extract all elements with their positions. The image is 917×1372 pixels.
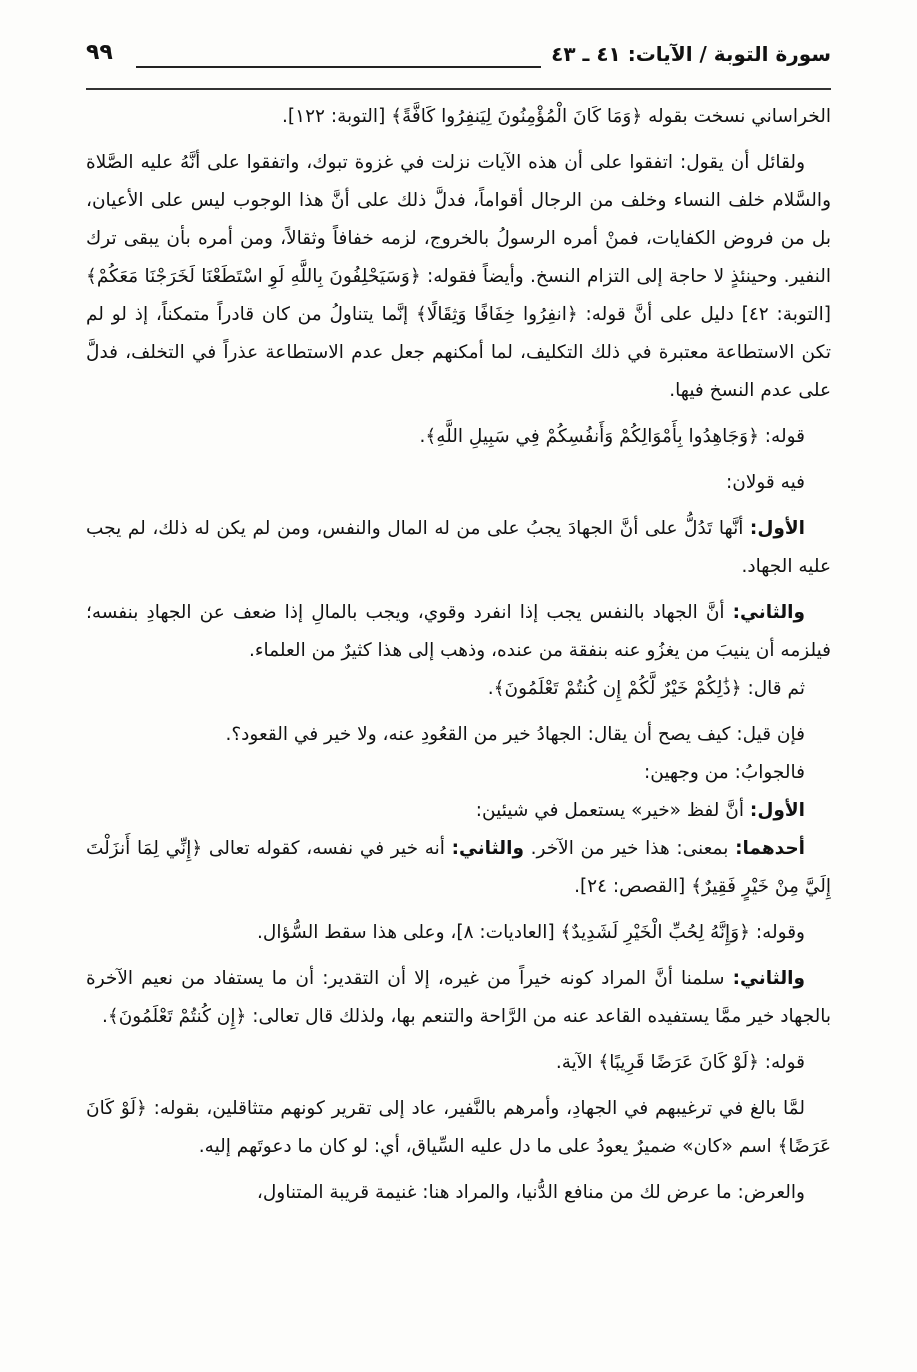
text-segment: . bbox=[101, 1006, 108, 1027]
text-segment: وقوله: bbox=[749, 922, 805, 943]
text-segment: أنه خير في نفسه، كقوله تعالى bbox=[202, 838, 452, 859]
paragraph bbox=[86, 510, 831, 586]
text-segment: ثم قال: bbox=[741, 678, 805, 699]
text-segment: فإن قيل: كيف يصح أن يقال: الجهادُ خير من القعُودِ عنه، ولا خير في القعود؟. bbox=[225, 724, 805, 745]
paragraph bbox=[86, 754, 831, 792]
quran-verse: ﴿إِن كُنتُمْ تَعْلَمُونَ﴾ bbox=[107, 1006, 247, 1027]
text-segment: أنَّ لفظ «خير» يستعمل في شيئين: bbox=[475, 800, 750, 821]
text-segment: إنَّما يتناولُ من كان قادراً متمكناً، إذ لو لم تكن الاستطاعة معتبرة في ذلك التكليف، لما أمكنهم جعل عدم الاستطاعة عذراً في التخلف، فدلَّ على عدم النسخ فيها. bbox=[86, 304, 831, 401]
header-rule bbox=[86, 88, 831, 90]
page-header bbox=[86, 34, 831, 68]
text-segment: اسم «كان» ضميرٌ يعودُ على ما دل عليه السِّياق، أي: لو كان ما دعوتَهم إليه. bbox=[198, 1136, 778, 1157]
quran-verse: ﴿وَسَيَحْلِفُونَ بِاللَّهِ لَوِ اسْتَطَعْنَا لَخَرَجْنَا مَعَكُمْ﴾ bbox=[86, 266, 421, 287]
bold-label: الأول: bbox=[749, 800, 805, 821]
text-segment: [التوبة: ٤٢] دليل على أنَّ قوله: bbox=[577, 304, 831, 325]
text-segment: الآية. bbox=[555, 1052, 599, 1073]
paragraph bbox=[86, 670, 831, 708]
text-segment: [العاديات: ٨]، وعلى هذا سقط السُّؤال. bbox=[257, 922, 561, 943]
text-segment: أنَّها تَدُلُّ على أنَّ الجهادَ يجبُ على من له المال والنفس، ومن لم يكن له ذلك، لم يجب عليه الجهاد. bbox=[86, 518, 831, 577]
text-segment: قوله: bbox=[758, 426, 805, 447]
text-segment: فيه قولان: bbox=[726, 472, 805, 493]
paragraph bbox=[86, 1174, 831, 1212]
text-segment: بمعنى: هذا خير من الآخر. bbox=[523, 838, 736, 859]
text-segment: قوله: bbox=[758, 1052, 805, 1073]
bold-label: الأول: bbox=[749, 518, 805, 539]
paragraph bbox=[86, 594, 831, 670]
bold-label: والثاني: bbox=[732, 602, 805, 623]
quran-verse: ﴿ذَٰلِكُمْ خَيْرٌ لَّكُمْ إِن كُنتُمْ تَعْلَمُونَ﴾ bbox=[493, 678, 742, 699]
quran-verse: ﴿وَإِنَّهُ لِحُبِّ الْخَيْرِ لَشَدِيدٌ﴾ bbox=[560, 922, 750, 943]
text-segment: . bbox=[419, 426, 426, 447]
text-segment: أنَّ الجهاد بالنفس يجب إذا انفرد وقوي، ويجب بالمالِ إذا ضعف عن الجهادِ بنفسه؛ فيلزمه أن ينيبَ من يغزُو عنه بنفقة من عنده، وذهب إلى هذا كثيرٌ من العلماء. bbox=[86, 602, 831, 661]
text-segment: . bbox=[487, 678, 494, 699]
bold-label: والثاني: bbox=[732, 968, 805, 989]
quran-verse: ﴿وَجَاهِدُوا بِأَمْوَالِكُمْ وَأَنفُسِكُمْ فِي سَبِيلِ اللَّهِ﴾ bbox=[425, 426, 759, 447]
text-segment: فالجوابُ: من وجهين: bbox=[644, 762, 805, 783]
quran-verse: ﴿وَمَا كَانَ الْمُؤْمِنُونَ لِيَنفِرُوا كَافَّةً﴾ bbox=[391, 106, 643, 127]
paragraph bbox=[86, 792, 831, 830]
text-segment: سلمنا أنَّ المراد كونه خيراً من غيره، إلا أن التقدير: أن ما يستفاد من نعيم الآخرة بالجهاد خير ممَّا يستفيده القاعد عنه من الرَّاحة والتنعم بها، ولذلك قال تعالى: bbox=[86, 968, 831, 1027]
paragraph bbox=[86, 830, 831, 906]
quran-verse: ﴿إِنِّي لِمَا أَنزَلْتَ إِلَيَّ مِنْ خَيْرٍ فَقِيرٌ﴾ bbox=[86, 838, 831, 897]
paragraph bbox=[86, 98, 831, 136]
paragraph bbox=[86, 716, 831, 754]
surah-title: سورة التوبة / الآيات: ٤١ ـ ٤٣ bbox=[551, 42, 831, 66]
bold-label: والثاني: bbox=[451, 838, 524, 859]
quran-verse: ﴿لَوْ كَانَ عَرَضًا قَرِيبًا﴾ bbox=[598, 1052, 759, 1073]
text-segment: والعرض: ما عرض لك من منافع الدُّنيا، والمراد هنا: غنيمة قريبة المتناول، bbox=[256, 1182, 805, 1203]
quran-verse: ﴿لَوْ كَانَ عَرَضًا﴾ bbox=[86, 1098, 831, 1157]
text-segment: الخراساني نسخت بقوله bbox=[642, 106, 831, 127]
text-body bbox=[86, 98, 831, 1356]
paragraph bbox=[86, 960, 831, 1036]
page-number: ٩٩ bbox=[86, 40, 113, 65]
text-segment: [التوبة: ١٢٢]. bbox=[282, 106, 392, 127]
paragraph bbox=[86, 914, 831, 952]
paragraph bbox=[86, 1044, 831, 1082]
paragraph bbox=[86, 144, 831, 410]
text-segment: لمَّا بالغ في ترغيبهم في الجهادِ، وأمرهم بالنَّفير، عاد إلى تقرير كونهم متثاقلين، بقوله: bbox=[146, 1098, 805, 1119]
text-segment: ولقائل أن يقول: اتفقوا على أن هذه الآيات نزلت في غزوة تبوك، واتفقوا على أنَّهُ عليه الصَّلاة والسَّلام خلف النساء وخلف من الرجال أقواماً، فدلَّ ذلك على أنَّ هذا الوجوب ليس على الأعيان، بل من فروض الكفايات، فمنْ أمره الرسولُ بالخروج، لزمه خفافاً وثقالاً، ومن أمره بأن يبقى ترك النفير. وحينئذٍ لا حاجة إلى التزام النسخ. وأيضاً فقوله: bbox=[86, 152, 831, 287]
text-segment: [القصص: ٢٤]. bbox=[574, 876, 692, 897]
header-line bbox=[136, 66, 541, 68]
paragraph bbox=[86, 418, 831, 456]
paragraph bbox=[86, 464, 831, 502]
paragraph bbox=[86, 1090, 831, 1166]
bold-label: أحدهما: bbox=[735, 838, 806, 859]
quran-verse: ﴿انفِرُوا خِفَافًا وَثِقَالًا﴾ bbox=[416, 304, 578, 325]
